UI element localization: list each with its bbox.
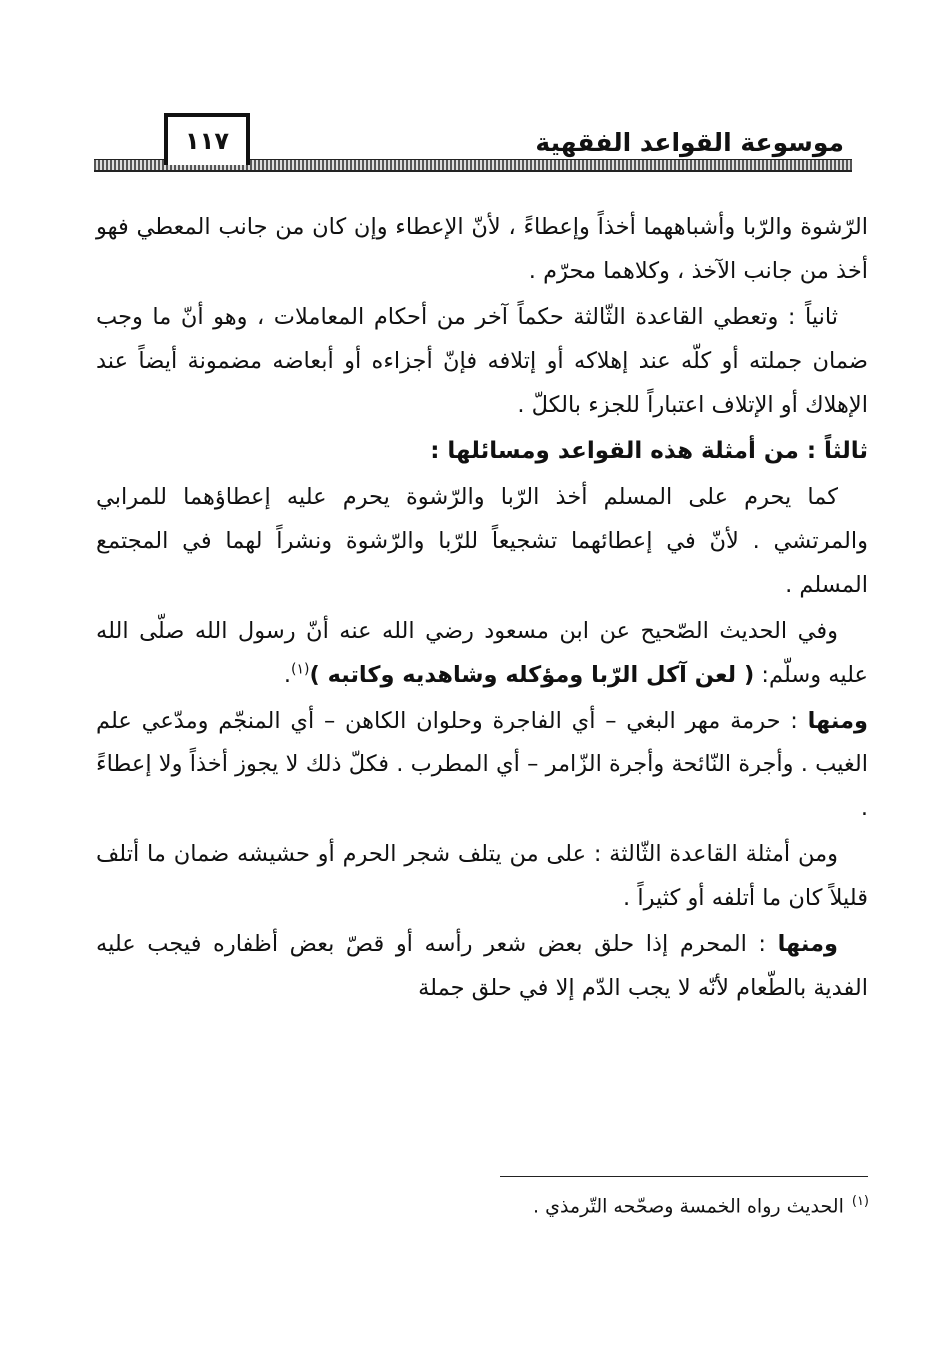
paragraph-7-lead: ومنها <box>777 930 838 957</box>
paragraph-7 <box>96 923 868 1011</box>
paragraph-5 <box>96 700 868 832</box>
paragraph-2: ثانياً : وتعطي القاعدة الثّالثة حكماً آخر من أحكام المعاملات ، وهو أنّ ما وجب ضمان جملته أو كلّه عند إهلاكه أو إتلافه فإنّ أجزاءه أو أبعاضه مضمونة أيضاً عند الإهلاك أو الإتلاف اعتباراً للجزء بالكلّ . <box>96 303 868 418</box>
paragraph-5-lead: ومنها <box>807 707 868 734</box>
footnote <box>369 1194 869 1217</box>
footnote-number: (١) <box>851 1194 869 1209</box>
main-text <box>96 206 868 1013</box>
paragraph-4-text: وفي الحديث الصّحيح عن ابن مسعود رضي الله عنه أنّ رسول الله صلّى الله عليه وسلّم: <box>96 617 868 688</box>
paragraph-7-text: : المحرم إذا حلق بعض شعر رأسه أو قصّ بعض أظفاره فيجب عليه الفدية بالطّعام لأنّه لا يجب الدّم إلا في حلق جملة <box>96 930 868 1001</box>
footnote-text: الحديث رواه الخمسة وصحّحه التّرمذي . <box>533 1195 844 1218</box>
page-number: ١١٧ <box>164 113 250 165</box>
page-header <box>94 108 852 178</box>
section-heading: ثالثاً : من أمثلة هذه القواعد ومسائلها : <box>430 438 868 465</box>
paragraph-6: ومن أمثلة القاعدة الثّالثة : على من يتلف شجر الحرم أو حشيشه ضمان ما أتلف قليلاً كان ما أتلفه أو كثيراً . <box>96 841 868 912</box>
paragraph-4-end: . <box>283 661 292 688</box>
footnote-ref: (١) <box>291 661 310 678</box>
paragraph-1: الرّشوة والرّبا وأشباههما أخذاً وإعطاءً ، لأنّ الإعطاء وإن كان من جانب المعطي فهو أخذ من جانب الآخذ ، وكلاهما محرّم . <box>96 214 868 284</box>
paragraph-3: كما يحرم على المسلم أخذ الرّبا والرّشوة يحرم عليه إعطاؤهما للمرابي والمرتشي . لأنّ في إعطائهما تشجيعاً للرّبا والرّشوة ونشراً لهما في المجتمع المسلم . <box>96 484 868 598</box>
hadith-quote: ( لعن آكل الرّبا ومؤكله وشاهديه وكاتبه ) <box>309 661 755 688</box>
footnote-divider <box>500 1176 868 1177</box>
paragraph-5-text: : حرمة مهر البغي – أي الفاجرة وحلوان الكاهن – أي المنجّم ومدّعي علم الغيب . وأجرة النّائحة وأجرة الزّامر – أي المطرب . فكلّ ذلك لا يجوز أخذاً ولا إعطاءً . <box>96 707 868 822</box>
book-title: موسوعة القواعد الفقهية <box>535 128 844 157</box>
paragraph-4 <box>96 610 868 698</box>
